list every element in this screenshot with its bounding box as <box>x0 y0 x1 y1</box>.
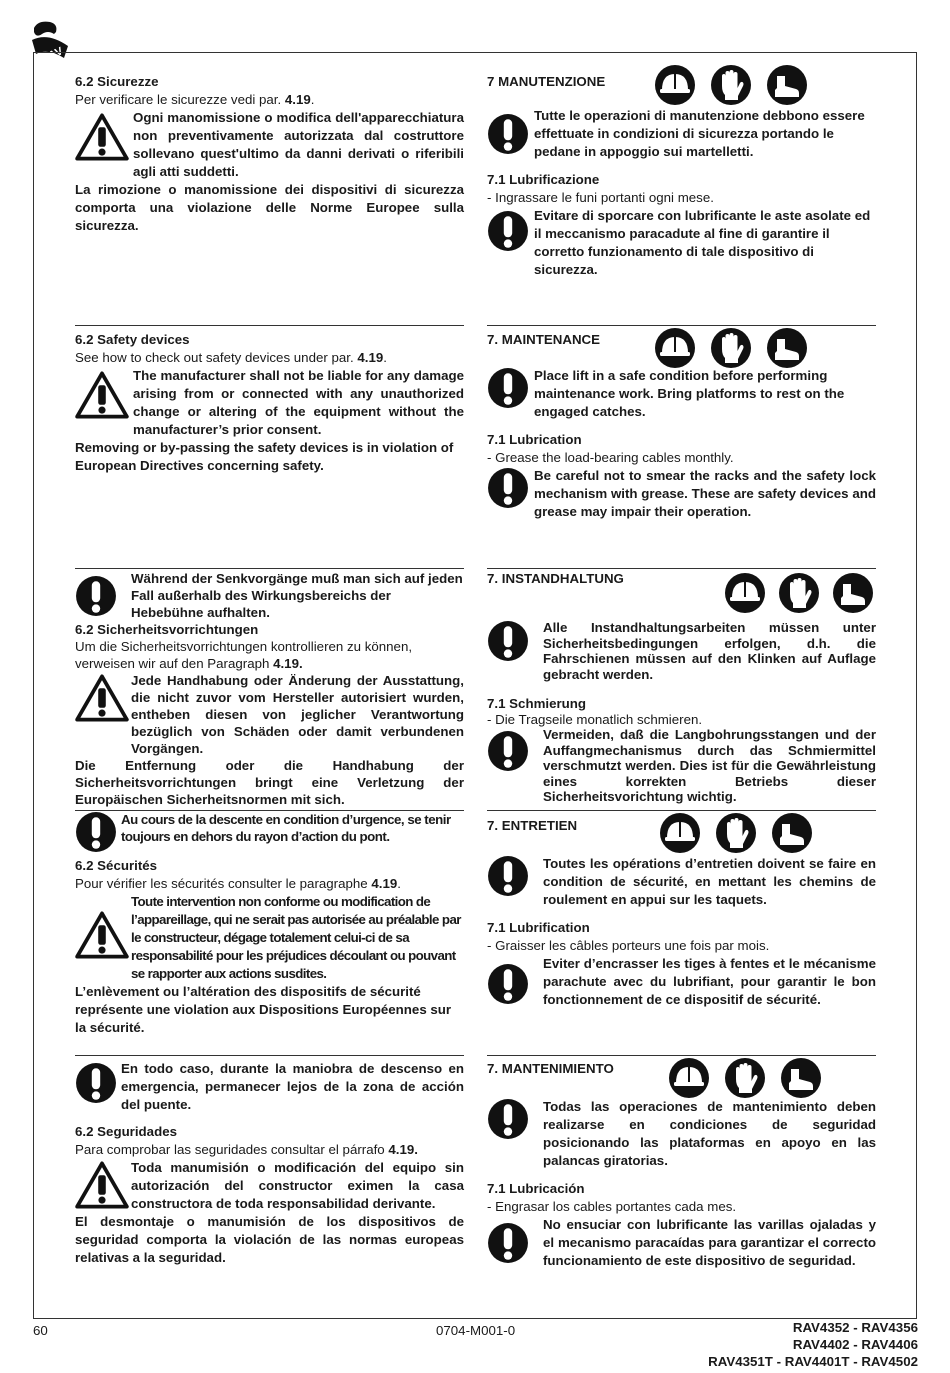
helmet-icon <box>668 1057 710 1099</box>
exclamation-circle-icon <box>487 1098 529 1140</box>
es-left-section <box>75 1060 464 1267</box>
ppe-icons <box>668 1057 822 1099</box>
note-text: Todas las operaciones de mantenimiento deben realizarse en condiciones de seguridad posicionando las plataformas en apoyo en las palancas giratorias. <box>543 1099 876 1168</box>
divider <box>487 810 876 811</box>
divider <box>75 568 464 569</box>
ppe-icons <box>654 327 808 369</box>
subsection-title: 7.1 Lubricación <box>487 1181 585 1196</box>
section-title: 7. MAINTENANCE <box>487 332 601 347</box>
ppe-icons <box>724 572 874 614</box>
subsection-title: 7.1 Schmierung <box>487 696 587 711</box>
model-line: RAV4352 - RAV4356 <box>792 1320 918 1335</box>
outro-text: La rimozione o manomissione dei dispositivi di sicurezza comporta una violazione delle Norme Europee sulla sicurezza. <box>75 182 464 233</box>
exclamation-circle-icon <box>75 811 117 853</box>
section-title: 7. MANTENIMIENTO <box>487 1061 614 1076</box>
exclamation-circle-icon <box>487 730 529 772</box>
glove-icon <box>710 64 752 106</box>
list-item: - Graisser les câbles porteurs une fois par mois. <box>487 938 770 953</box>
divider <box>487 325 876 326</box>
model-line: RAV4402 - RAV4406 <box>792 1337 918 1352</box>
exclamation-circle-icon <box>487 367 529 409</box>
section-title: 6.2 Sicherheitsvorrichtungen <box>75 622 259 637</box>
intro-text: See how to check out safety devices under par. 4.19. <box>75 350 387 365</box>
document-code: 0704-M001-0 <box>436 1323 516 1338</box>
en-left-section <box>75 331 464 475</box>
glove-icon <box>724 1057 766 1099</box>
section-title: 7. ENTRETIEN <box>487 818 578 833</box>
warning-triangle-icon <box>75 911 129 959</box>
ppe-icons <box>654 64 808 106</box>
intro-text: Pour vérifier les sécurités consulter le paragraphe 4.19. <box>75 876 401 891</box>
note-text: Vermeiden, daß die Langbohrungsstangen und der Auffangmechanismus durch das Schmiermittel verschmutzt werden. Dies ist für die Gewährleistung eines korrekten Betriebs dieser Sicherheitsvorichtung wichtig. <box>543 727 876 804</box>
section-title: 6.2 Seguridades <box>75 1124 177 1139</box>
note-text: Au cours de la descente en condition d’urgence, se tenir toujours en dehors du rayon d’action du pont. <box>121 812 451 844</box>
note-text: En todo caso, durante la maniobra de descenso en emergencia, permanecer lejos de la zona de acción del puente. <box>121 1061 464 1112</box>
subsection-title: 7.1 Lubrication <box>487 432 582 447</box>
exclamation-circle-icon <box>487 210 529 252</box>
intro-text: Um die Sicherheitsvorrichtungen kontrollieren zu können, verweisen wir auf den Paragraph 4.19. <box>75 639 413 671</box>
ppe-icons <box>659 812 813 854</box>
model-list <box>708 1319 918 1370</box>
section-title: 7. INSTANDHALTUNG <box>487 571 624 586</box>
exclamation-circle-icon <box>487 620 529 662</box>
section-title: 7 MANUTENZIONE <box>487 74 606 89</box>
exclamation-circle-icon <box>487 113 529 155</box>
warning-text: Ogni manomissione o modifica dell'apparecchiatura non preventivamente autorizzata dal costruttore sollevano quest'ultimo da danni derivati o riferibili agli atti suddetti. <box>133 110 464 179</box>
divider <box>487 1055 876 1056</box>
note-text: Alle Instandhaltungsarbeiten müssen unter Sicherheitsbedingungen erfolgen, d.h. die Fahrschienen müssen auf den Klinken auf Auflage gebracht werden. <box>543 620 876 682</box>
model-line: RAV4351T - RAV4401T - RAV4502 <box>708 1354 918 1369</box>
section-title: 6.2 Sécurités <box>75 858 158 873</box>
outro-text: El desmontaje o manumisión de los dispositivos de seguridad comporta la violación de las normas europeas relativas a la seguridad. <box>75 1214 464 1265</box>
exclamation-circle-icon <box>487 1222 529 1264</box>
note-text: Evitare di sporcare con lubrificante le aste asolate ed il meccanismo paracadute al fine di garantire il corretto funzionamento di tale dispositivo di sicurezza. <box>534 208 871 277</box>
glove-icon <box>715 812 757 854</box>
outro-text: Die Entfernung oder die Handhabung der Sicherheitsvorrichtungen bringt eine Verletzung der Europäischen Sicherheitsnormen mit sich. <box>75 758 464 807</box>
glove-icon <box>778 572 820 614</box>
note-text: Während der Senkvorgänge muß man sich auf jeden Fall außerhalb des Wirkungsbereichs der Hebebühne aufhalten. <box>131 571 463 620</box>
page-number: 60 <box>33 1323 48 1338</box>
helmet-icon <box>654 64 696 106</box>
it-left-section <box>75 73 464 235</box>
note-text: Be careful not to smear the racks and the safety lock mechanism with grease. These are safety devices and grease may impair their operation. <box>534 468 876 519</box>
exclamation-circle-icon <box>75 1062 117 1104</box>
safety-boot-icon <box>780 1057 822 1099</box>
divider <box>75 325 464 326</box>
safety-boot-icon <box>832 572 874 614</box>
warning-text: Toda manumisión o modificación del equipo sin autorización del constructor eximen la casa constructora de toda responsabilidad derivante. <box>131 1160 464 1211</box>
helmet-icon <box>724 572 766 614</box>
note-text: Eviter d’encrasser les tiges à fentes et le mécanisme parachute avec du lubrifiant, pour garantir le bon fonctionnement de ce dispositif de sécurité. <box>543 956 876 1007</box>
glove-icon <box>710 327 752 369</box>
warning-text: Toute intervention non conforme ou modification de l’appareillage, qui ne serait pas autorisée au préalable par le constructeur, dégage totalement celui-ci de sa responsabilité pour les préjudices découlant ou pouvant se rapporter aux actions susdites. <box>131 894 461 981</box>
outro-text: L’enlèvement ou l’altération des dispositifs de sécurité représente une violation aux Dispositions Européennes sur la sécurité. <box>75 984 452 1035</box>
svg-text:RAV: RAV <box>39 45 65 66</box>
note-text: Toutes les opérations d’entretien doivent se faire en condition de sécurité, en mettant les chemins de roulement en appui sur les taquets. <box>543 856 876 907</box>
note-text: No ensuciar con lubrificante las varillas ojaladas y el mecanismo paracaídas para garantizar el correcto funcionamiento de este dispositivo de seguridad. <box>543 1217 876 1268</box>
helmet-icon <box>659 812 701 854</box>
section-title: 6.2 Sicurezze <box>75 74 159 89</box>
list-item: - Engrasar los cables portantes cada mes. <box>487 1199 737 1214</box>
exclamation-circle-icon <box>487 855 529 897</box>
exclamation-circle-icon <box>487 467 529 509</box>
divider <box>75 1055 464 1056</box>
warning-text: Jede Handhabung oder Änderung der Ausstattung, die nicht zuvor vom Hersteller autorisiert wurden, entheben diesen von jeglicher Verantwortung bezüglich von Schäden oder damit verbundenen Vorgängen. <box>131 673 464 756</box>
de-left-section <box>75 570 464 808</box>
warning-triangle-icon <box>75 1161 129 1209</box>
section-title: 6.2 Safety devices <box>75 332 190 347</box>
subsection-title: 7.1 Lubrificazione <box>487 172 600 187</box>
safety-boot-icon <box>766 64 808 106</box>
list-item: - Die Tragseile monatlich schmieren. <box>487 711 703 727</box>
exclamation-circle-icon <box>487 963 529 1005</box>
list-item: - Ingrassare le funi portanti ogni mese. <box>487 190 714 205</box>
divider <box>487 568 876 569</box>
list-item: - Grease the load-bearing cables monthly. <box>487 450 734 465</box>
helmet-icon <box>654 327 696 369</box>
warning-triangle-icon <box>75 113 129 161</box>
note-text: Place lift in a safe condition before performing maintenance work. Bring platforms to rest on the engaged catches. <box>534 368 845 419</box>
exclamation-circle-icon <box>75 575 117 617</box>
outro-text: Removing or by-passing the safety devices is in violation of European Directives concerning safety. <box>75 440 454 473</box>
warning-text: The manufacturer shall not be liable for any damage arising from or connected with any unauthorized change or altering of the equipment without the manufacturer’s prior consent. <box>133 368 464 437</box>
intro-text: Per verificare le sicurezze vedi par. 4.19. <box>75 92 315 107</box>
safety-boot-icon <box>771 812 813 854</box>
warning-triangle-icon <box>75 674 129 722</box>
warning-triangle-icon <box>75 371 129 419</box>
subsection-title: 7.1 Lubrification <box>487 920 590 935</box>
safety-boot-icon <box>766 327 808 369</box>
fr-left-section <box>75 811 464 1037</box>
intro-text: Para comprobar las seguridades consultar el párrafo 4.19. <box>75 1142 418 1157</box>
note-text: Tutte le operazioni di manutenzione debbono essere effettuate in condizioni di sicurezza portando le pedane in appoggio sui martelletti. <box>534 108 865 159</box>
